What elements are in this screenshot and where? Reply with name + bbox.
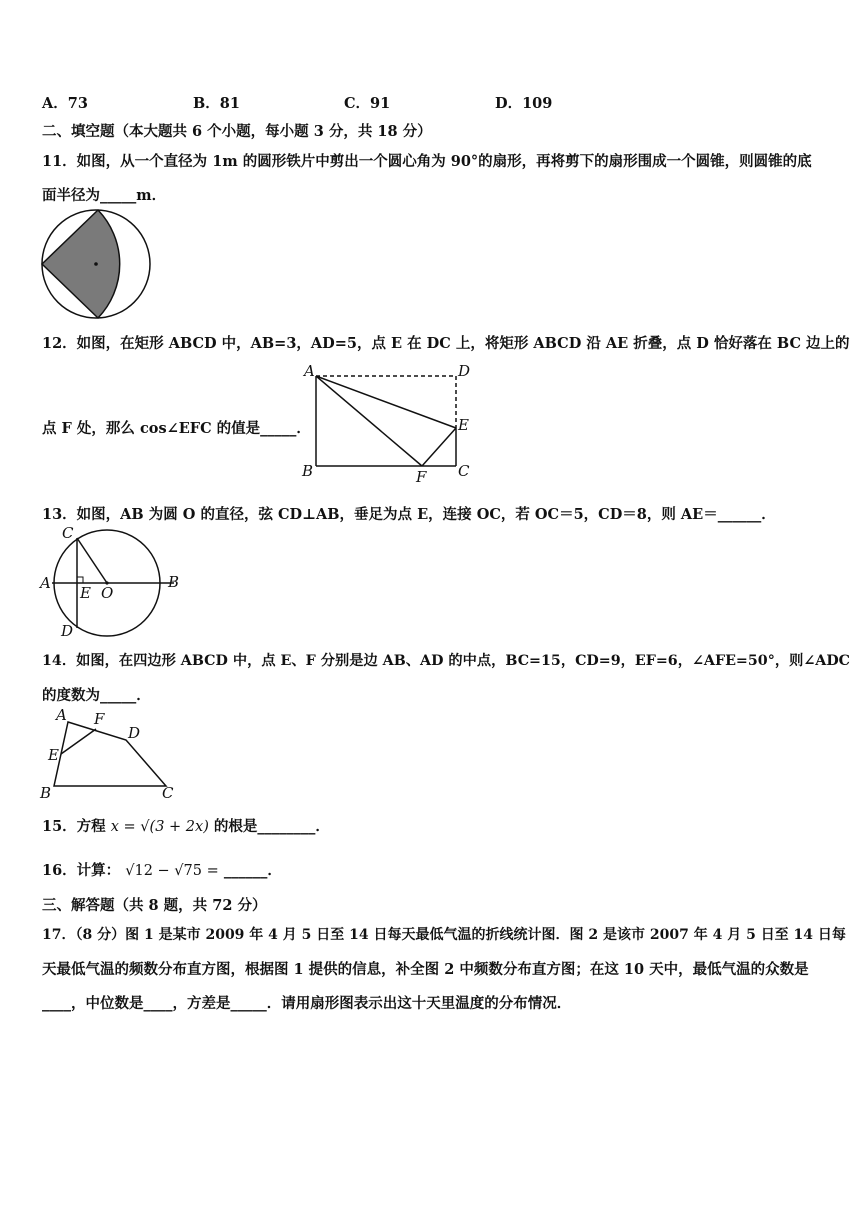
- q14-label-d: D: [128, 724, 141, 742]
- section-heading-fill-blank: 二、填空题（本大题共 6 个小题，每小题 3 分，共 18 分）: [42, 123, 432, 140]
- q12-line2: 点 F 处，那么 cos∠EFC 的值是_____．: [42, 420, 311, 437]
- q12-label-c: C: [458, 462, 470, 480]
- q14-label-c: C: [162, 784, 174, 802]
- q13-label-a: A: [40, 574, 51, 592]
- q16-suffix: ______．: [223, 862, 282, 879]
- q13-label-d: D: [61, 622, 74, 640]
- q14-label-e: E: [48, 746, 59, 764]
- q12-label-b: B: [302, 462, 314, 480]
- option-c: C．91: [344, 95, 391, 112]
- q17-line2: 天最低气温的频数分布直方图，根据图 1 提供的信息，补全图 2 中频数分布直方图；在这 10 天中，最低气温的众数是: [42, 961, 809, 978]
- q16-prefix: 16．计算：: [42, 862, 121, 879]
- q13-right-angle-mark: [77, 577, 83, 583]
- q15-line: [42, 815, 330, 836]
- q13-figure: [38, 524, 188, 642]
- q12-label-f: F: [416, 468, 427, 486]
- option-d: D．109: [495, 95, 553, 112]
- q13-label-e: E: [80, 584, 91, 602]
- q11-line2: 面半径为_____m．: [42, 187, 167, 204]
- q14-label-f: F: [94, 710, 105, 728]
- q11-center-dot: [94, 262, 98, 266]
- q13-label-o: O: [101, 584, 114, 602]
- q14-figure: [38, 706, 188, 802]
- q12-label-a: A: [304, 362, 315, 380]
- q13-label-c: C: [62, 524, 74, 542]
- q12-line-af: [316, 376, 422, 466]
- q14-quadrilateral: [54, 722, 166, 786]
- section-heading-solutions: 三、解答题（共 8 题，共 72 分）: [42, 897, 267, 914]
- q13-label-b: B: [168, 573, 180, 591]
- q13-radius-oc: [77, 538, 107, 583]
- q12-fold-ae: [316, 376, 456, 428]
- q14-line1: 14．如图，在四边形 ABCD 中，点 E、F 分别是边 AB、AD 的中点，BC=15，CD=9，EF=6，∠AFE=50°，则∠ADC: [42, 653, 851, 669]
- q15-prefix: 15．方程: [42, 818, 106, 835]
- q13-line1: 13．如图，AB 为圆 O 的直径，弦 CD⊥AB，垂足为点 E，连接 OC，若 OC＝5，CD＝8，则 AE＝______．: [42, 506, 776, 523]
- q16-line: [42, 859, 282, 880]
- q12-figure: [300, 360, 480, 486]
- q15-equation: x = √(3 + 2x): [110, 819, 209, 835]
- q14-label-a: A: [56, 706, 67, 724]
- q14-line2: 的度数为_____．: [42, 687, 151, 704]
- q12-line1: 12．如图，在矩形 ABCD 中，AB=3，AD=5，点 E 在 DC 上，将矩形 ABCD 沿 AE 折叠，点 D 恰好落在 BC 边上的: [42, 335, 850, 352]
- q12-label-d: D: [458, 362, 471, 380]
- q12-label-e: E: [458, 416, 469, 434]
- q17-line3: ____，中位数是____，方差是_____．请用扇形图表示出这十天里温度的分布情况．: [42, 995, 572, 1012]
- q15-suffix: 的根是________．: [213, 818, 330, 835]
- option-b: B．81: [193, 95, 240, 112]
- q17-line1: 17．（8 分）图 1 是某市 2009 年 4 月 5 日至 14 日每天最低气温的折线统计图．图 2 是该市 2007 年 4 月 5 日至 14 日每: [42, 927, 846, 943]
- q12-line-fe: [422, 428, 456, 466]
- q11-sector: [42, 210, 120, 318]
- option-a: A．73: [42, 95, 88, 112]
- q11-figure: [38, 206, 154, 320]
- q14-label-b: B: [40, 784, 52, 802]
- q16-equation: √12 − √75 =: [125, 863, 219, 879]
- q11-line1: 11．如图，从一个直径为 1m 的圆形铁片中剪出一个圆心角为 90°的扇形，再将剪下的扇形围成一个圆锥，则圆锥的底: [42, 153, 812, 170]
